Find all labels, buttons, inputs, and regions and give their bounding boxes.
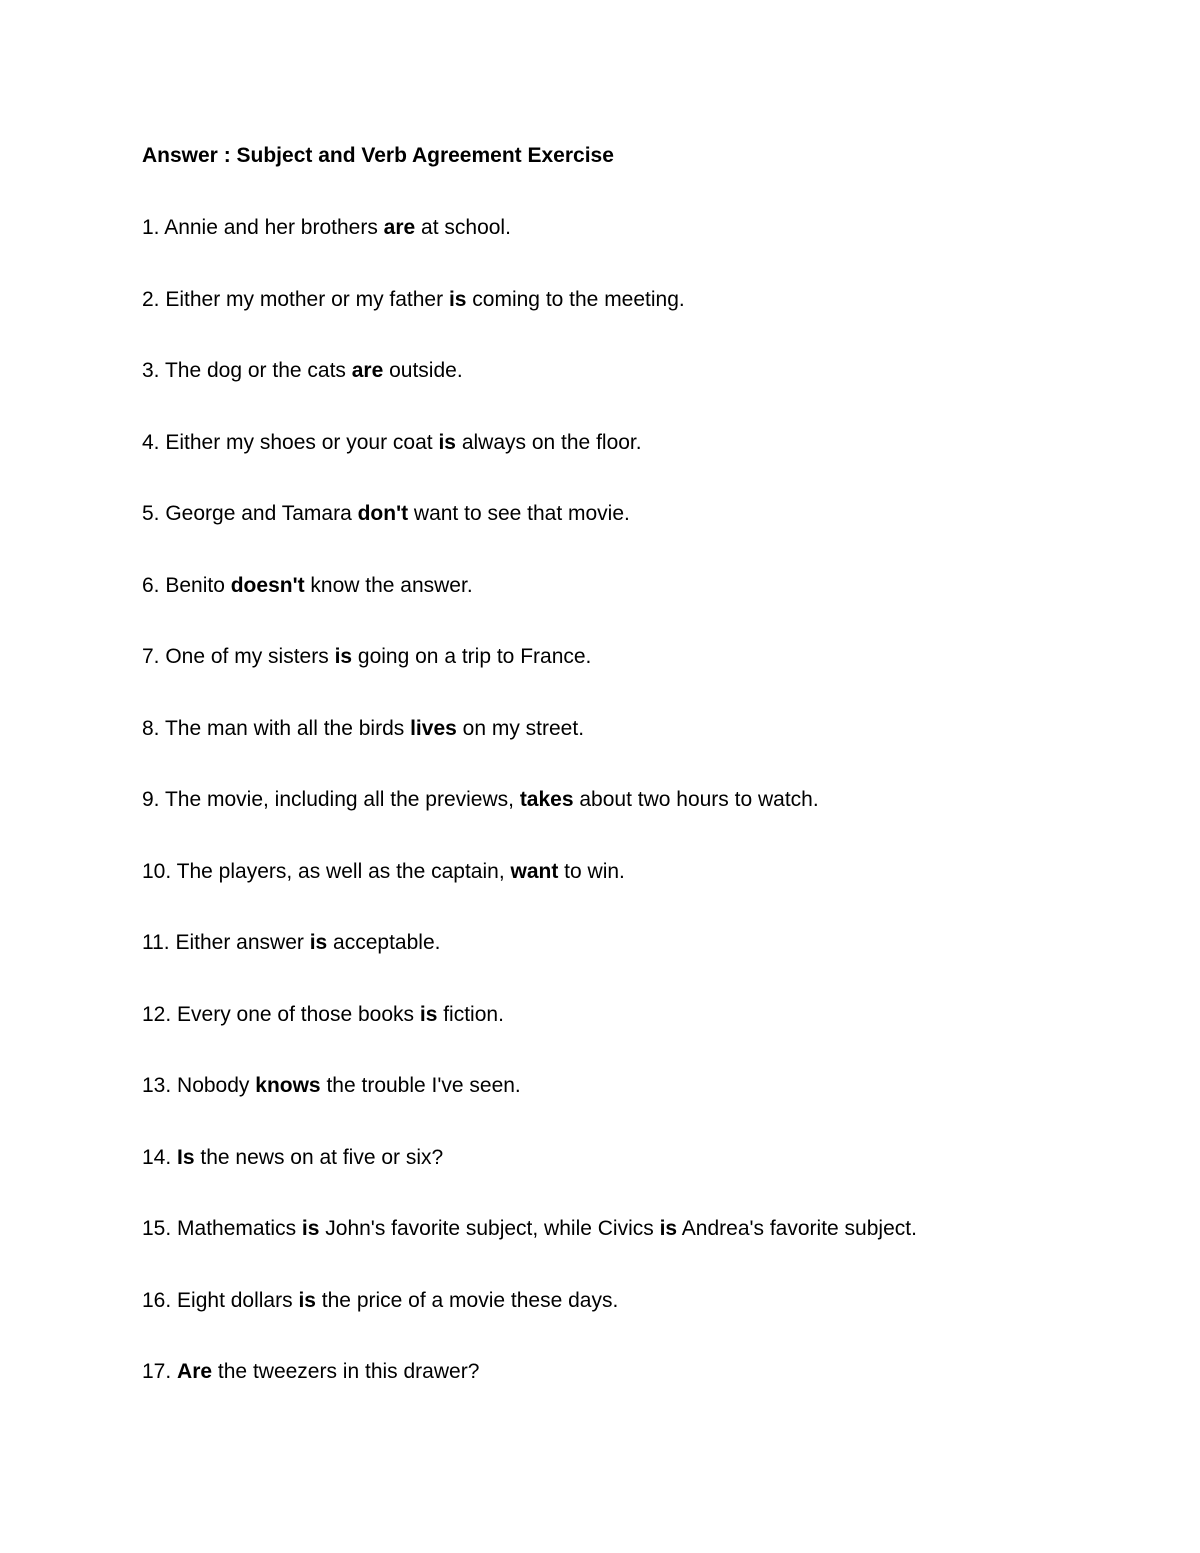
- answer-verb: is: [448, 287, 467, 311]
- answer-text: know the answer.: [304, 573, 473, 597]
- answer-text: Mathematics: [171, 1217, 302, 1240]
- answer-text: going on a trip to France.: [352, 645, 592, 668]
- answer-number: 17.: [142, 1360, 172, 1383]
- answer-verb-second: is: [659, 1217, 678, 1240]
- answer-item-12: [142, 1000, 917, 1072]
- answer-number: 6.: [142, 573, 160, 597]
- answer-verb: Are: [177, 1360, 213, 1383]
- document-title: Answer : Subject and Verb Agreement Exercise: [142, 144, 614, 167]
- answer-verb: is: [419, 1002, 438, 1026]
- answer-text: George and Tamara: [159, 502, 358, 525]
- answer-item-4: [142, 428, 917, 500]
- answer-text: the tweezers in this drawer?: [212, 1360, 480, 1383]
- answer-item-8: [142, 714, 917, 786]
- answer-item-15: [142, 1214, 917, 1286]
- answer-text: want to see that movie.: [408, 502, 630, 525]
- answer-verb: are: [351, 359, 384, 382]
- answer-text: fiction.: [437, 1002, 504, 1026]
- answer-text: about two hours to watch.: [573, 788, 819, 811]
- answer-item-13: [142, 1071, 917, 1143]
- answer-number: 3.: [142, 359, 160, 382]
- answer-text: Eight dollars: [171, 1288, 299, 1312]
- answer-text: Either my mother or my father: [159, 287, 449, 311]
- answer-number: 1.: [142, 216, 160, 239]
- answer-text: Every one of those books: [171, 1002, 420, 1026]
- answer-text: the price of a movie these days.: [315, 1288, 619, 1312]
- answer-verb: want: [510, 859, 559, 883]
- answer-text: coming to the meeting.: [466, 287, 685, 311]
- answer-number: 12.: [142, 1002, 172, 1026]
- answer-text: on my street.: [456, 716, 585, 740]
- answer-verb: is: [334, 645, 353, 668]
- answer-number: 9.: [142, 788, 160, 811]
- answer-text: Annie and her brothers: [159, 216, 384, 239]
- answer-item-16: [142, 1286, 917, 1358]
- answer-list: [142, 213, 917, 1429]
- answer-verb: is: [301, 1217, 320, 1240]
- answer-verb: is: [309, 931, 328, 954]
- answer-text: acceptable.: [327, 931, 441, 954]
- answer-text: Andrea's favorite subject.: [677, 1217, 917, 1240]
- answer-number: 2.: [142, 287, 160, 311]
- answer-text: The players, as well as the captain,: [171, 859, 511, 883]
- answer-text: Either answer: [169, 931, 310, 954]
- answer-verb: is: [438, 430, 456, 454]
- answer-text: The dog or the cats: [159, 359, 352, 382]
- answer-verb: knows: [255, 1074, 321, 1097]
- answer-verb: doesn't: [230, 573, 305, 597]
- answer-text: the trouble I've seen.: [320, 1074, 521, 1097]
- answer-text: John's favorite subject, while Civics: [319, 1217, 660, 1240]
- answer-text: Nobody: [171, 1074, 256, 1097]
- answer-number: 10.: [142, 859, 172, 883]
- answer-item-6: [142, 571, 917, 643]
- answer-item-17: [142, 1357, 917, 1429]
- answer-item-11: [142, 928, 917, 1000]
- answer-number: 14.: [142, 1145, 172, 1169]
- answer-item-10: [142, 857, 917, 929]
- answer-text: at school.: [415, 216, 511, 239]
- answer-verb: are: [383, 216, 416, 239]
- answer-text: The man with all the birds: [159, 716, 411, 740]
- answer-text: One of my sisters: [159, 645, 335, 668]
- answer-text: the news on at five or six?: [194, 1145, 444, 1169]
- answer-number: 16.: [142, 1288, 172, 1312]
- answer-number: 7.: [142, 645, 160, 668]
- answer-text: Benito: [159, 573, 231, 597]
- answer-verb: is: [298, 1288, 316, 1312]
- answer-text: The movie, including all the previews,: [159, 788, 520, 811]
- answer-text: always on the floor.: [455, 430, 642, 454]
- answer-verb: don't: [357, 502, 409, 525]
- answer-verb: Is: [177, 1145, 195, 1169]
- answer-text: to win.: [558, 859, 625, 883]
- answer-verb: lives: [410, 716, 457, 740]
- answer-number: 5.: [142, 502, 160, 525]
- answer-number: 13.: [142, 1074, 172, 1097]
- answer-text: Either my shoes or your coat: [159, 430, 439, 454]
- answer-item-14: [142, 1143, 917, 1215]
- answer-item-3: [142, 356, 917, 428]
- answer-item-9: [142, 785, 917, 857]
- answer-item-7: [142, 642, 917, 714]
- answer-item-5: [142, 499, 917, 571]
- answer-number: 15.: [142, 1217, 172, 1240]
- answer-number: 11.: [142, 931, 170, 954]
- answer-text: outside.: [383, 359, 463, 382]
- answer-item-1: [142, 213, 917, 285]
- answer-number: 4.: [142, 430, 160, 454]
- answer-item-2: [142, 285, 917, 357]
- answer-number: 8.: [142, 716, 160, 740]
- answer-verb: takes: [519, 788, 574, 811]
